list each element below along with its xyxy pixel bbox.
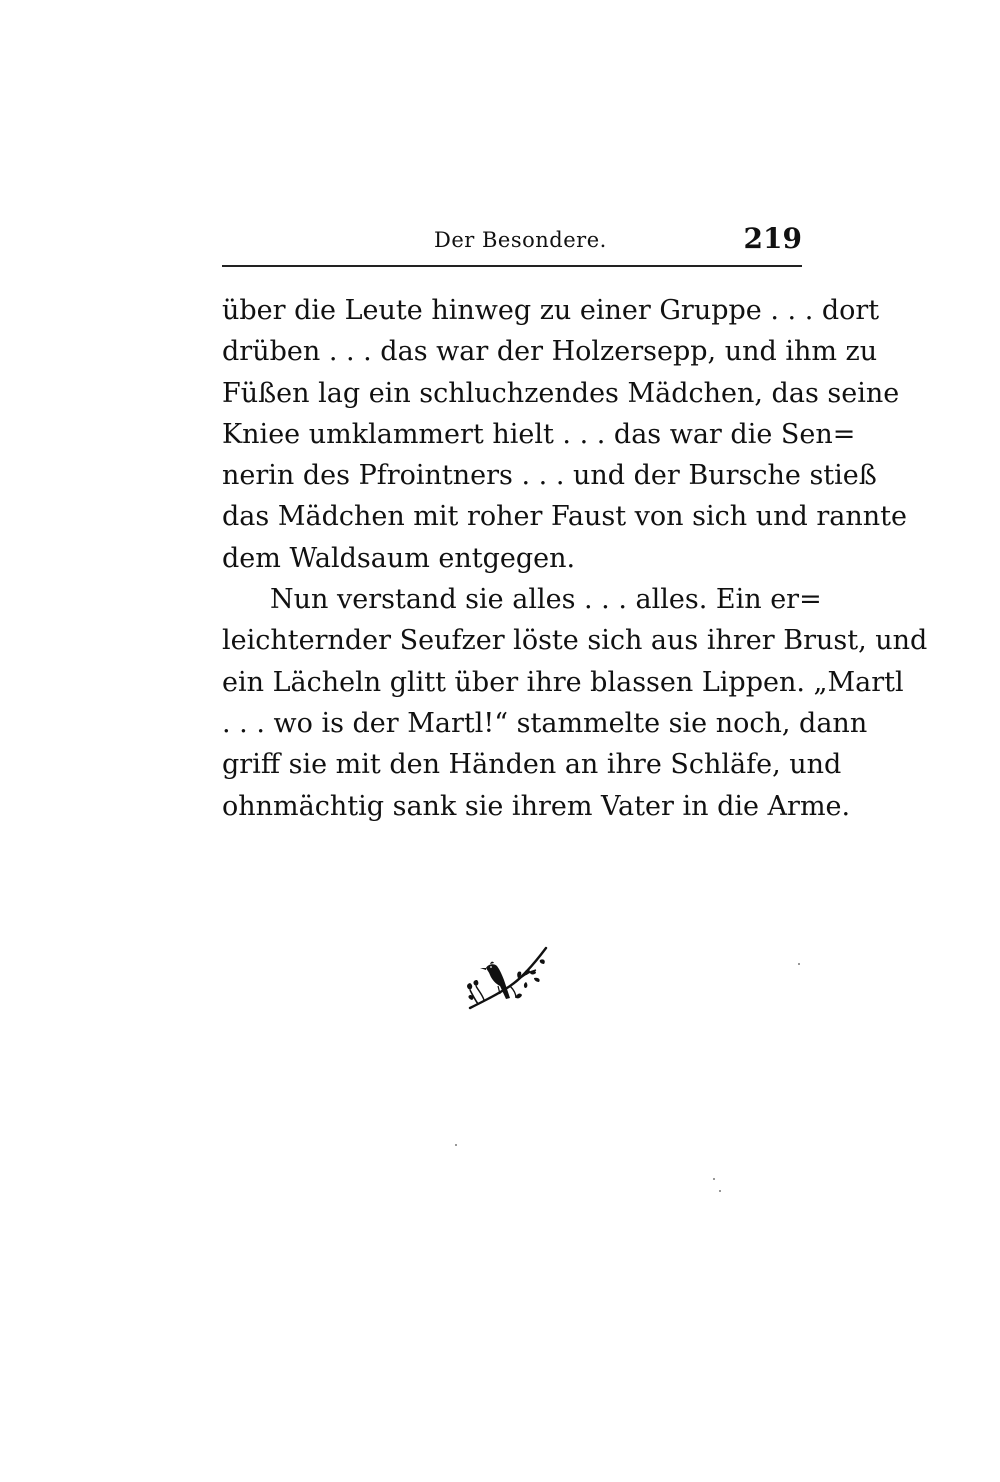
bird-on-branch-icon <box>464 942 554 1014</box>
text-line: drüben . . . das war der Holzersepp, und ihm zu <box>222 336 878 368</box>
text-line: das Mädchen mit roher Faust von sich und rannte <box>222 501 907 533</box>
text-line: dem Waldsaum entgegen. <box>222 542 576 574</box>
text-line: ein Lächeln glitt über ihre blassen Lippen. „Martl <box>222 666 904 698</box>
text-line: leichternder Seufzer löste sich aus ihrer Brust, und <box>222 625 928 657</box>
header-rule <box>222 265 802 267</box>
running-title: Der Besondere. <box>434 228 607 252</box>
text-line: nerin des Pfrointners . . . und der Bursche stieß <box>222 460 877 492</box>
text-line: ohnmächtig sank sie ihrem Vater in die Arme. <box>222 790 851 822</box>
paragraph-1 <box>222 290 907 579</box>
paper-speck <box>798 963 800 965</box>
text-line: griff sie mit den Händen an ihre Schläfe, und <box>222 749 842 781</box>
paper-speck <box>713 1178 715 1180</box>
paper-speck <box>455 1144 457 1146</box>
page-number: 219 <box>743 222 802 255</box>
paper-speck <box>719 1190 721 1192</box>
text-line: Nun verstand sie alles . . . alles. Ein er= <box>270 584 822 616</box>
text-line: Kniee umklammert hielt . . . das war die Sen= <box>222 418 856 450</box>
text-line: . . . wo is der Martl!“ stammelte sie noch, dann <box>222 707 868 739</box>
paragraph-2 <box>222 579 928 827</box>
text-line: über die Leute hinweg zu einer Gruppe . . . dort <box>222 295 880 326</box>
text-line: Füßen lag ein schluchzendes Mädchen, das seine <box>222 377 900 409</box>
body-text <box>222 290 928 827</box>
running-head <box>222 222 802 262</box>
